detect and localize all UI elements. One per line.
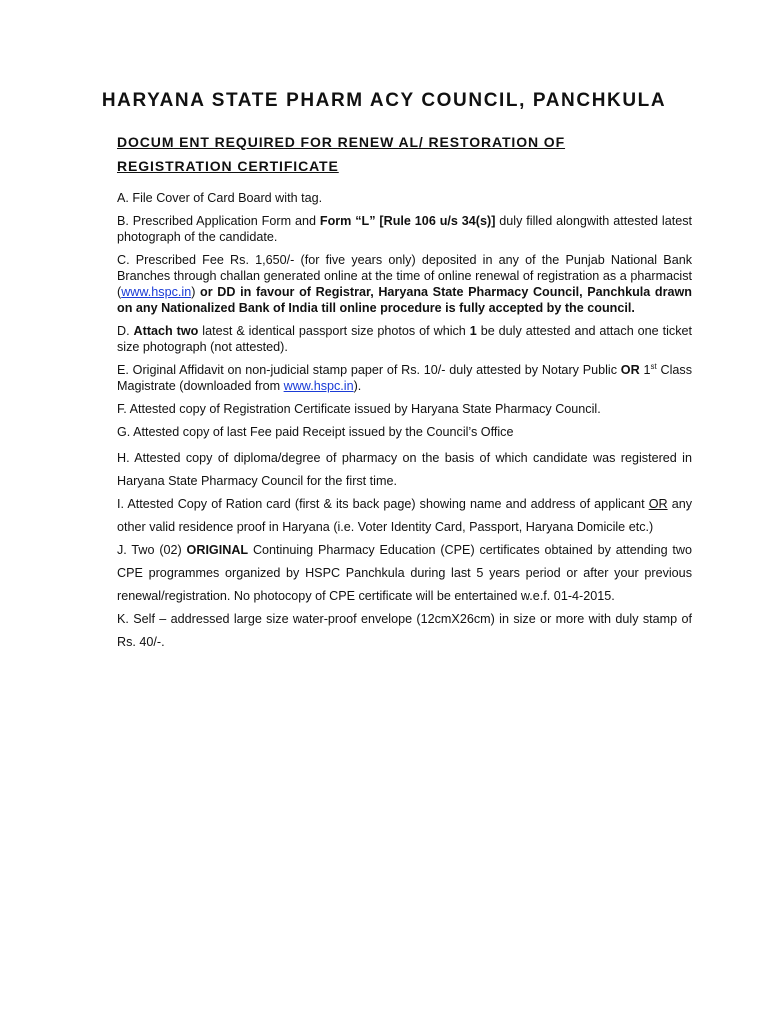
list-item-e [117, 362, 692, 394]
dd-instruction: or DD in favour of Registrar, Haryana State Pharmacy Council, Panchkula drawn on any Nationalized Bank of India till online procedure is fully accepted by the council. [117, 285, 692, 315]
hspc-website-link[interactable]: www.hspc.in [121, 285, 192, 299]
item-d-text-cont: be duly attested and attach one ticket size photograph (not attested). [117, 324, 692, 354]
hspc-website-link[interactable]: www.hspc.in [283, 379, 354, 393]
original-label: ORIGINAL [186, 543, 249, 557]
item-a-text: A. File Cover of Card Board with tag. [117, 191, 323, 205]
list-item-a [117, 190, 692, 206]
or-label: OR [620, 363, 640, 377]
list-item-i [117, 493, 692, 539]
item-h-text: H. Attested copy of diploma/degree of pharmacy on the basis of which candidate was registered in Haryana State Pharmacy Council for the first time. [117, 451, 692, 488]
item-c-text: C. Prescribed Fee Rs. 1,650/- (for five years only) deposited in any of the Punjab National Bank Branches through challan generated online at the time of online renewal of registration as a pharmacist ( [117, 253, 692, 299]
list-item-k [117, 608, 692, 654]
item-f-text: F. Attested copy of Registration Certificate issued by Haryana State Pharmacy Council. [117, 402, 601, 416]
ordinal-suffix: st [650, 361, 657, 371]
item-k-text: K. Self – addressed large size water-proof envelope (12cmX26cm) in size or more with duly stamp of Rs. 40/-. [117, 612, 692, 649]
item-c-text-cont: ) [191, 285, 201, 299]
item-i-text-cont: any other valid residence proof in Haryana (i.e. Voter Identity Card, Passport, Haryana Domicile etc.) [117, 497, 692, 534]
requirements-list [117, 190, 692, 654]
or-underlined: OR [648, 497, 668, 511]
item-e-text: E. Original Affidavit on non-judicial stamp paper of Rs. 10/- duly attested by Notary Public [117, 363, 621, 377]
list-item-h [117, 447, 692, 493]
item-j-text: Continuing Pharmacy Education (CPE) certificates obtained by attending two CPE programmes organized by HSPC Panchkula during last 5 years period or after your previous renewal/registration. No photocopy of CPE certificate will be entertained w.e.f. 01-4-2015. [117, 543, 692, 603]
list-item-g [117, 424, 692, 440]
item-e-first: 1 [639, 363, 651, 377]
item-b-text-cont: duly filled alongwith attested latest photograph of the candidate. [117, 214, 692, 244]
attach-two-label: Attach two [133, 324, 199, 338]
list-item-c [117, 252, 692, 316]
form-l-reference: Form “L” [Rule 106 u/s 34(s)] [319, 214, 496, 228]
list-item-f [117, 401, 692, 417]
item-b-text: B. Prescribed Application Form and [117, 214, 320, 228]
item-j-prefix: J. Two (02) [117, 543, 187, 557]
document-subheading: DOCUM ENT REQUIRED FOR RENEW AL/ RESTORATION OF REGISTRATION CERTIFICATE [117, 134, 566, 174]
item-g-text: G. Attested copy of last Fee paid Receipt issued by the Council’s Office [117, 425, 514, 439]
attested-count: 1 [469, 324, 477, 338]
list-item-b [117, 213, 692, 245]
item-d-prefix: D. [117, 324, 134, 338]
list-item-j [117, 539, 692, 608]
item-d-text: latest & identical passport size photos of which [198, 324, 470, 338]
item-i-text: I. Attested Copy of Ration card (first & its back page) showing name and address of applicant [117, 497, 649, 511]
item-e-end: ). [353, 379, 362, 393]
item-e-text-cont: Class Magistrate (downloaded from [117, 363, 692, 393]
council-heading: HARYANA STATE PHARM ACY COUNCIL, PANCHKULA [101, 90, 667, 111]
list-item-d [117, 323, 692, 355]
